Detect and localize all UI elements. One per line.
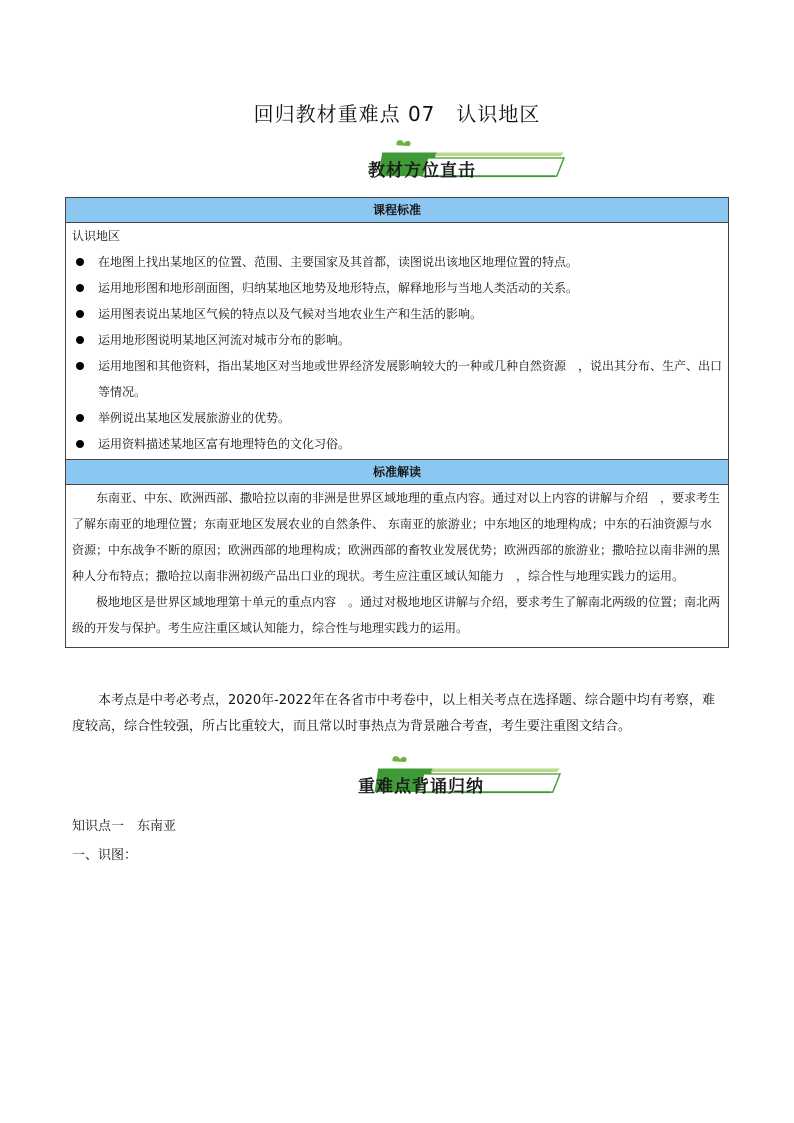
list-item: 运用地形图和地形剖面图，归纳某地区地势及地形特点，解释地形与当地人类活动的关系。 [72, 275, 722, 301]
table-header-standard: 课程标准 [66, 198, 729, 223]
knowledge-point-heading: 知识点一 东南亚 [72, 819, 177, 834]
page-title: 回归教材重难点 07 认识地区 [253, 102, 541, 126]
interpretation-paragraph-2: 极地地区是世界区域地理第十单元的重点内容 。通过对极地地区讲解与介绍，要求考生了解南北两级的位置；南北两级的开发与保护。考生应注重区域认知能力，综合性与地理实践力的运用。 [72, 595, 721, 635]
section-1-number: 01 [314, 156, 338, 176]
table-header-interpretation: 标准解读 [66, 460, 729, 485]
summary-paragraph: 本考点是中考必考点，2020年-2022年在各省市中考卷中，以上相关考点在选择题、综合题中均有考察，难度较高，综合性较强，所占比重较大，而且常以时事热点为背景融合考查，考生要注重图文结合。 [72, 693, 715, 734]
standard-intro: 认识地区 [72, 229, 121, 243]
list-item: 运用图表说出某地区气候的特点以及气候对当地农业生产和生活的影响。 [72, 301, 722, 327]
bullet-icon [76, 258, 84, 266]
list-item: 运用资料描述某地区富有地理特色的文化习俗。 [72, 431, 722, 457]
bullet-icon [76, 284, 84, 292]
interpretation-paragraph-1: 东南亚、中东、欧洲西部、撒哈拉以南的非洲是世界区域地理的重点内容。通过对以上内容的讲解与介绍 ，要求考生了解东南亚的地理位置；东南亚地区发展农业的自然条件、 东南亚的旅游业；中东地区的地理构成；中东的石油资源与水资源；中东战争不断的原因；欧洲西部的地理构成；欧洲西部的畜牧业发展优势；欧洲西部的旅游业；撒哈拉以南非洲的黑种人分布特点；撒哈拉以南非洲初级产品出口业的现状。考生应注重区域认知能力 ，综合性与地理实践力的运用。 [72, 491, 721, 583]
section-2-number: 02 [310, 772, 334, 792]
bullet-icon [76, 310, 84, 318]
sub-heading: 一、识图： [72, 848, 138, 863]
bullet-icon [76, 336, 84, 344]
bullet-icon [76, 362, 84, 370]
list-item: 运用地图和其他资料，指出某地区对当地或世界经济发展影响较大的一种或几种自然资源 ，说出其分布、生产、出口等情况。 [72, 353, 722, 405]
curriculum-table [65, 197, 729, 648]
section-1-label: 教材方位直击 [368, 161, 476, 181]
section-2-label: 重难点背诵归纳 [358, 777, 484, 797]
standard-content-cell [66, 223, 729, 460]
section-banner-1 [300, 138, 510, 181]
list-item: 在地图上找出某地区的位置、范围、主要国家及其首都，读图说出该地区地理位置的特点。 [72, 249, 722, 275]
list-item: 举例说出某地区发展旅游业的优势。 [72, 405, 722, 431]
interpretation-cell [66, 485, 729, 648]
bullet-icon [76, 414, 84, 422]
section-banner-2 [296, 754, 506, 797]
list-item: 运用地形图说明某地区河流对城市分布的影响。 [72, 327, 722, 353]
bullet-icon [76, 440, 84, 448]
